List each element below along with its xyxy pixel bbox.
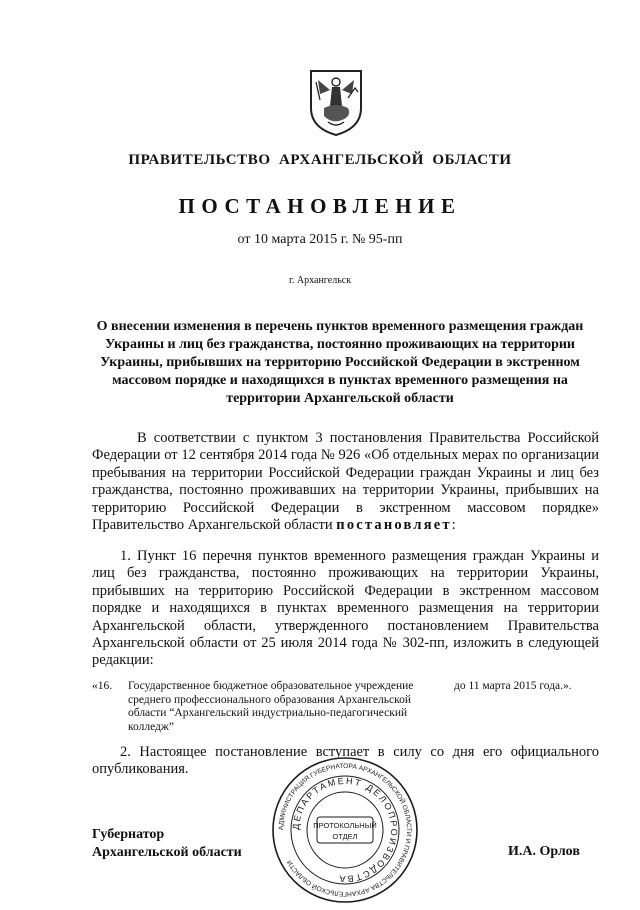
coat-of-arms-icon bbox=[308, 68, 364, 138]
decree-word: постановляет bbox=[336, 517, 452, 534]
stamp-center-line-2: ОТДЕЛ bbox=[332, 832, 358, 841]
document-date-number: от 10 марта 2015 г. № 95-пп bbox=[237, 232, 403, 247]
decree-colon: : bbox=[451, 517, 456, 534]
signatory-title bbox=[92, 826, 242, 862]
official-stamp bbox=[270, 755, 420, 905]
table-row-number: «16. bbox=[92, 680, 113, 692]
document-city: г. Архангельск bbox=[288, 275, 352, 286]
government-name: ПРАВИТЕЛЬСТВО АРХАНГЕЛЬСКОЙ ОБЛАСТИ bbox=[128, 152, 512, 168]
stamp-center-line-1: ПРОТОКОЛЬНЫЙ bbox=[313, 821, 377, 830]
preamble-text: В соответствии с пунктом 3 постановления Правительства Российской Федерации от 12 сентября 2014 года № 926 «Об отдельных мерах по организации пребывания на территории Российской Федерации граждан Украины и лиц без гражданства, постоянно проживавших на территории Украины, прибывших на территорию Российской Федерации в экстренном массовом порядке» Правительство Архангельской области bbox=[92, 430, 599, 534]
preamble-paragraph bbox=[92, 430, 599, 534]
signatory-title-line-1: Губернатор bbox=[92, 827, 165, 842]
table-row-until: до 11 марта 2015 года.». bbox=[454, 680, 572, 692]
signatory-title-line-2: Архангельской области bbox=[92, 845, 242, 860]
item-2-paragraph: 2. Настоящее постановление вступает в силу со дня его официального опубликования. bbox=[92, 744, 599, 778]
signatory-name: И.А. Орлов bbox=[508, 844, 580, 859]
item-1-paragraph: 1. Пункт 16 перечня пунктов временного размещения граждан Украины и лиц без гражданства, постоянно проживающих на территории Украины, прибывших на территорию Российской Федерации в экстренном массовом порядке и находящихся в пунктах временного размещения на территории Архангельской области, утвержденного постановлением Правительства Архангельской области от 25 июля 2014 года № 302-пп, изложить в следующей редакции: bbox=[92, 548, 599, 669]
stamp-inner-text: ДЕПАРТАМЕНТ ДЕЛОПРОИЗВОДСТВА bbox=[290, 775, 400, 885]
document-subject: О внесении изменения в перечень пунктов временного размещения граждан Украины и лиц без гражданства, постоянно проживающих на территории Украины, прибывших на территорию Российской Федерации в экстренном массовом порядке и находящихся в пунктах временного размещения на территории Архангельской области bbox=[96, 319, 584, 406]
stamp-outer-text: АДМИНИСТРАЦИЯ ГУБЕРНАТОРА АРХАНГЕЛЬСКОЙ ОБЛАСТИ И ПРАВИТЕЛЬСТВА АРХАНГЕЛЬСКОЙ ОБЛАСТИ bbox=[277, 762, 413, 898]
table-row-institution: Государственное бюджетное образовательное учреждение среднего профессионального образования Архангельской области “Архангельский индустриально-педагогический колледж” bbox=[128, 680, 414, 733]
document-type: ПОСТАНОВЛЕНИЕ bbox=[178, 194, 462, 218]
